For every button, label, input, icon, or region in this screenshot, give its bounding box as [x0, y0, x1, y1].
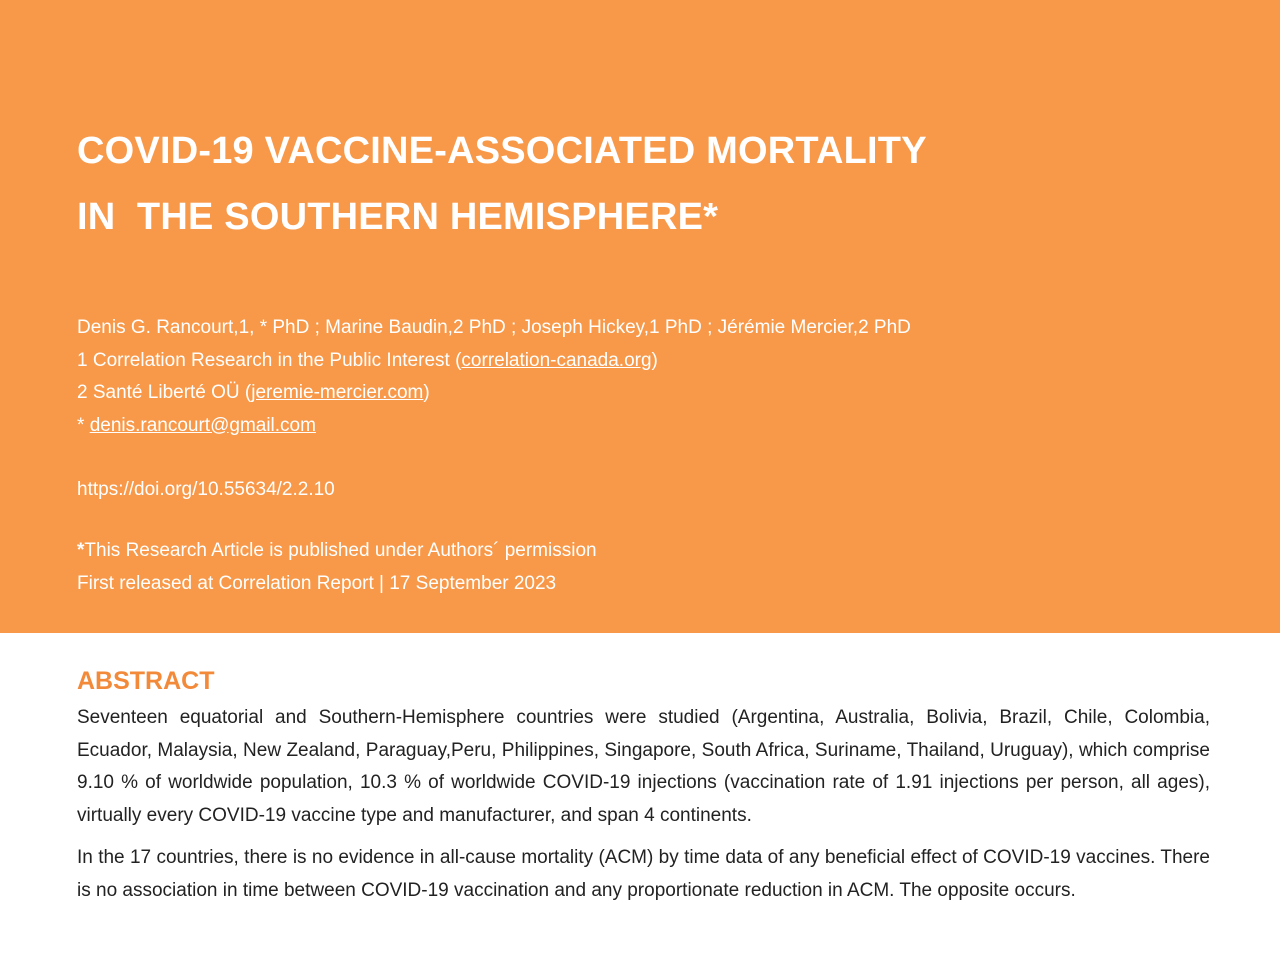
affiliation-1 [77, 345, 911, 378]
author-list: Denis G. Rancourt,1, * PhD ; Marine Baudin,2 PhD ; Joseph Hickey,1 PhD ; Jérémie Mercier,2 PhD [77, 317, 911, 338]
abstract-paragraph-2: In the 17 countries, there is no evidence in all-cause mortality (ACM) by time data of any beneficial effect of COVID-19 vaccines. There is no association in time between COVID-19 vaccination and any proportionate reduction in ACM. The opposite occurs. [77, 847, 1210, 901]
email-link[interactable]: denis.rancourt@gmail.com [89, 414, 316, 436]
corresponding-email [77, 410, 911, 443]
email-marker: * [77, 414, 90, 436]
author-block [77, 312, 911, 442]
affiliation-2-close: ) [423, 382, 430, 403]
doi-text[interactable]: https://doi.org/10.55634/2.2.10 [77, 479, 335, 500]
affiliation-2 [77, 377, 911, 410]
affiliation-2-text: 2 Santé Liberté OÜ ( [77, 382, 252, 403]
permission-star: * [77, 540, 85, 561]
release-note: First released at Correlation Report | 17 September 2023 [77, 572, 557, 594]
paper-title [77, 118, 927, 250]
affiliation-1-close: ) [651, 349, 658, 371]
title-line-1: COVID-19 VACCINE-ASSOCIATED MORTALITY [77, 130, 927, 172]
affiliation-2-link[interactable]: jeremie-mercier.com [251, 382, 424, 403]
permission-text: This Research Article is published under Authors´ permission [84, 540, 597, 561]
title-line-2: IN THE SOUTHERN HEMISPHERE* [77, 196, 719, 238]
abstract-heading: ABSTRACT [77, 667, 215, 695]
affiliation-1-text: 1 Correlation Research in the Public Interest ( [77, 349, 462, 371]
publication-note [77, 535, 597, 600]
affiliation-1-link[interactable]: correlation-canada.org [461, 349, 652, 371]
doi-line [77, 474, 335, 507]
permission-note [77, 535, 597, 568]
abstract-paragraph-1: Seventeen equatorial and Southern-Hemisphere countries were studied (Argentina, Australia, Bolivia, Brazil, Chile, Colombia, Ecuador, Malaysia, New Zealand, Paraguay,Peru, Philippines, Singapore, South Africa, Suriname, Thailand, Uruguay), which comprise 9.10 % of worldwide population, 10.3 % of worldwide COVID-19 injections (vaccination rate of 1.91 injections per person, all ages), virtually every COVID-19 vaccine type and manufacturer, and span 4 continents. [77, 707, 1210, 826]
